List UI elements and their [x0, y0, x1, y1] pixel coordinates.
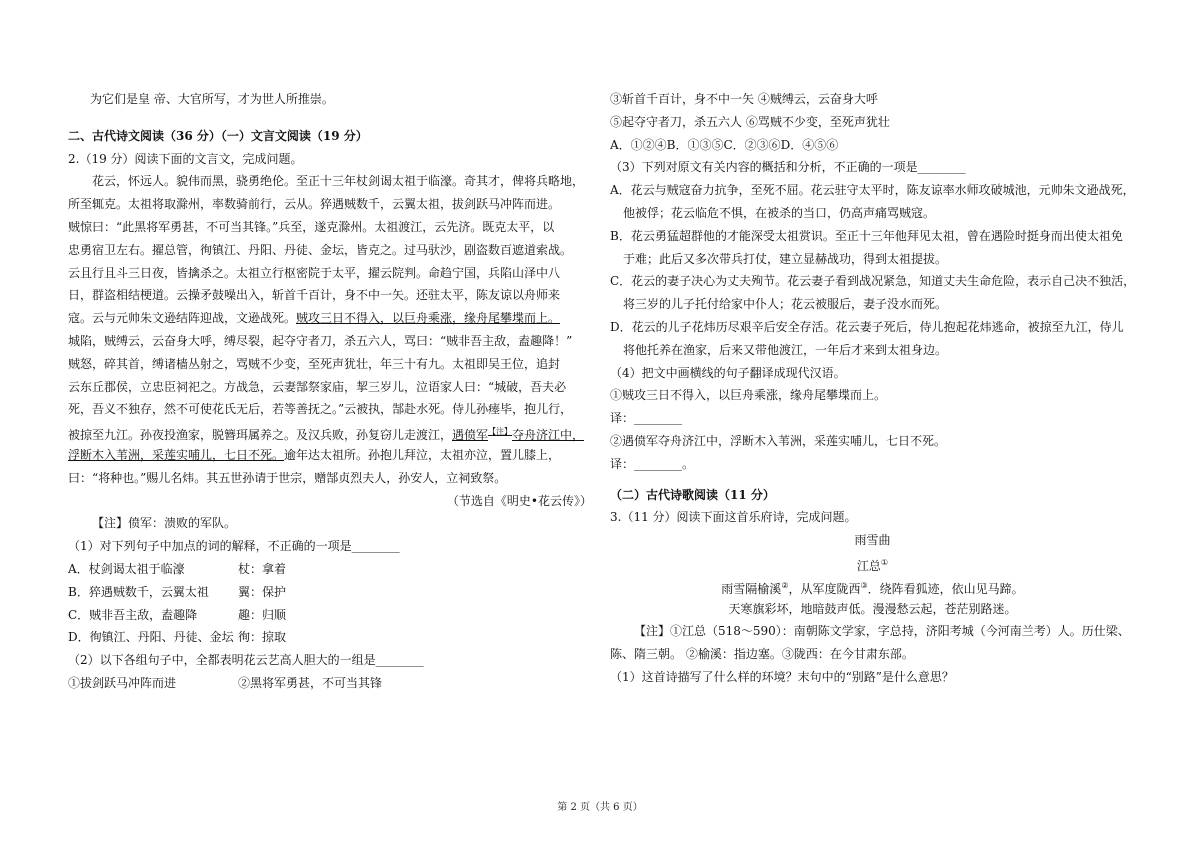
passage-line: 花云，怀远人。貌伟而黑，骁勇绝伦。至正十三年杖剑谒太祖于临濠。奇其才，俾将兵略地， [92, 174, 585, 189]
left-column [68, 88, 592, 695]
passage-note: 【注】偾军：溃败的军队。 [92, 516, 237, 531]
q3-option-b-cont: 于难；此后又多次带兵打仗，建立显赫战功，得到太祖提拔。 [623, 251, 948, 266]
note-marker: ② [781, 580, 789, 590]
note-marker: ③ [860, 580, 868, 590]
q3-option-b: B．花云勇猛超群他的才能深受太祖赏识。至正十三年他拜见太祖，曾在遇险时挺身而出使太祖免 [610, 228, 1123, 243]
poem-text: ．绕阵看狐迹，依山见马蹄。 [867, 581, 1024, 596]
q3-prompt: （3）下列对原文有关内容的概括和分析，不正确的一项是________ [610, 160, 966, 175]
note-marker: ① [880, 557, 889, 567]
underlined-sentence-1: 贼攻三日不得入，以巨舟乘涨，缘舟尾攀堞而上。 [296, 311, 561, 326]
q3-option-d-cont: 将他托养在渔家，后来又带他渡江，一年后才来到太祖身边。 [623, 342, 948, 357]
passage-line: 死，吾义不独存，然不可使花氏无后，若等善抚之。”云被执，郜赴水死。侍儿孙瘗毕，抱儿行， [68, 402, 573, 417]
passage-text: 逾年达太祖所。孙抱儿拜泣，太祖亦泣，置儿膝上， [284, 447, 561, 462]
q3-intro: 3.（11 分）阅读下面这首乐府诗，完成问题。 [610, 510, 857, 525]
passage-line: 云且行且斗三日夜，皆擒杀之。太祖立行枢密院于太平，擢云院判。命趋宁国，兵陷山泽中八 [68, 265, 561, 280]
passage-line: 云东丘郡侯，立忠臣祠祀之。方战急，云妻郜祭家庙，挈三岁儿，泣语家人曰：“城破，吾夫必 [68, 379, 567, 394]
underlined-sentence-2a: 遇偾军 [452, 428, 489, 443]
passage-line: 所至辄克。太祖将取滁州，率数骑前行，云从。猝遇贼数千，云翼太祖，拔剑跃马冲阵而进。 [68, 197, 561, 212]
q1-option-b [68, 581, 592, 604]
passage-text: 被掠至九江。孙夜投渔家，脱簪珥属养之。及汉兵败，孙复窃儿走渡江， [68, 428, 453, 443]
top-line: 为它们是皇 帝、大官所写，才为世人所推崇。 [90, 92, 334, 106]
q4-translation-1[interactable]: 译：________ [610, 411, 683, 426]
q2-choices: A．①②④B．①③⑤C．②③⑥D．④⑤⑥ [610, 137, 839, 152]
poem-author [610, 552, 1135, 575]
q3-option-a-cont: 他被俘；花云临危不惧，在被杀的当口，仍高声痛骂贼寇。 [623, 205, 936, 220]
passage-line: 贼怒，碎其首，缚诸樯丛射之，骂贼不少变，至死声犹壮，年三十有九。太祖即吴王位，追封 [68, 356, 561, 371]
passage-line: 城陷，贼缚云，云奋身大呼，缚尽裂，起夺守者刀，杀五六人，骂曰：“贼非吾主敌，盍趣降！” [68, 333, 573, 348]
q2-row-2: ③斩首千百计，身不中一矢 ④贼缚云，云奋身大呼 [610, 92, 878, 106]
q1-option-d [68, 626, 592, 649]
q1-option-c [68, 604, 592, 627]
q2-item: ①拔剑跃马冲阵而进 [68, 675, 177, 690]
poem-line-2: 天寒旗彩坏，地暗鼓声低。漫漫愁云起，苍茫别路迷。 [728, 601, 1017, 616]
passage-line [68, 307, 592, 330]
option-gloss: 杖：拿着 [238, 561, 287, 576]
section2-heading: （二）古代诗歌阅读（11 分） [610, 487, 775, 502]
option-gloss: 徇：掠取 [238, 630, 287, 645]
passage-line: 日，群盗相结梗道。云操矛鼓噪出入，斩首千百计，身不中一矢。还驻太平，陈友谅以舟师来 [68, 288, 561, 303]
passage-line: 贼惊曰：“此黑将军勇甚，不可当其锋。”兵至，遂克滁州。太祖渡江，云先济。既克太平，以 [68, 219, 555, 234]
poem-question-1: （1）这首诗描写了什么样的环境？末句中的“别路”是什么意思？ [610, 669, 954, 684]
passage-text: 寇。云与元帅朱文逊结阵迎战，文逊战死。 [68, 311, 297, 326]
option-sentence: B．猝遇贼数千，云翼太祖 [68, 584, 209, 599]
q3-option-c-cont: 将三岁的儿子托付给家中仆人；花云被服后，妻子没水而死。 [623, 297, 948, 312]
section-heading: 二、古代诗文阅读（36 分）（一）文言文阅读（19 分） [68, 128, 368, 143]
q4-sentence-2: ②遇偾军夺舟济江中，浮断木入苇洲，采莲实哺儿，七日不死。 [610, 433, 947, 448]
q2-item: ②黑将军勇甚，不可当其锋 [238, 675, 383, 690]
poem-text: 雨雪隔榆溪 [721, 581, 782, 596]
option-sentence: D．徇镇江、丹阳、丹徒、金坛 [68, 630, 234, 645]
q4-prompt: （4）把文中画横线的句子翻译成现代汉语。 [610, 365, 846, 380]
option-gloss: 翼：保护 [238, 584, 287, 599]
q4-sentence-1: ①贼攻三日不得入，以巨舟乘涨，缘舟尾攀堞而上。 [610, 388, 887, 403]
underlined-sentence-2c: 浮断木入苇洲，采莲实哺儿，七日不死。 [68, 447, 285, 462]
underlined-sentence-2b: 夺舟济江中， [512, 428, 585, 443]
q3-option-d: D．花云的儿子花炜历尽艰辛后安全存活。花云妻子死后，侍儿抱起花炜逃命，被掠至九江，侍儿 [610, 319, 1124, 334]
passage-line [68, 421, 592, 444]
q2-prompt: （2）以下各组句子中，全都表明花云艺高人胆大的一组是________ [68, 653, 424, 668]
q3-option-a: A．花云与贼寇奋力抗争，至死不屈。花云驻守太平时，陈友谅率水师攻破城池，元帅朱文逊战死， [610, 183, 1135, 198]
poem-title: 雨雪曲 [854, 533, 891, 548]
q2-row-1 [68, 672, 592, 695]
author-name: 江总 [856, 558, 881, 573]
q4-translation-2[interactable]: 译：________。 [610, 456, 695, 471]
page-footer: 第 2 页（共 6 页） [557, 802, 643, 813]
q2-intro: 2.（19 分）阅读下面的文言文，完成问题。 [68, 151, 303, 166]
q1-prompt: （1）对下列句子中加点的词的解释，不正确的一项是________ [68, 539, 400, 554]
passage-source: （节选自《明史•花云传》） [446, 493, 592, 508]
poem-line-1 [610, 575, 1135, 598]
poem-text: ，从军度陇西 [788, 581, 861, 596]
poem-note-2: 陈、隋三朝。 ②榆溪：指边塞。③陇西：在今甘肃东部。 [610, 647, 914, 662]
q3-option-c: C．花云的妻子决心为丈夫殉节。花云妻子看到战况紧急，知道丈夫生命危险，表示自己决不独活， [610, 274, 1135, 289]
right-column [610, 88, 1135, 689]
q1-option-a [68, 558, 592, 581]
q2-row-3: ⑤起夺守者刀，杀五六人 ⑥骂贼不少变，至死声犹壮 [610, 114, 890, 129]
option-sentence: C．贼非吾主敌，盍趣降 [68, 607, 198, 622]
passage-line: 曰：“将种也。”赐儿名炜。其五世孙请于世宗，赠郜贞烈夫人，孙安人，立祠致祭。 [68, 470, 507, 485]
option-sentence: A．杖剑谒太祖于临濠 [68, 561, 185, 576]
passage-line [68, 444, 592, 467]
option-gloss: 趣：归顺 [238, 607, 287, 622]
passage-line: 忠勇宿卫左右。擢总管，徇镇江、丹阳、丹徒、金坛，皆克之。过马驮沙，剧盗数百遮道索战。 [68, 242, 573, 257]
note-marker: 【注】 [488, 427, 513, 437]
poem-note-1: 【注】①江总（518～590）：南朝陈文学家，字总持，济阳考城（今河南兰考）人。历仕梁、 [634, 624, 1130, 639]
